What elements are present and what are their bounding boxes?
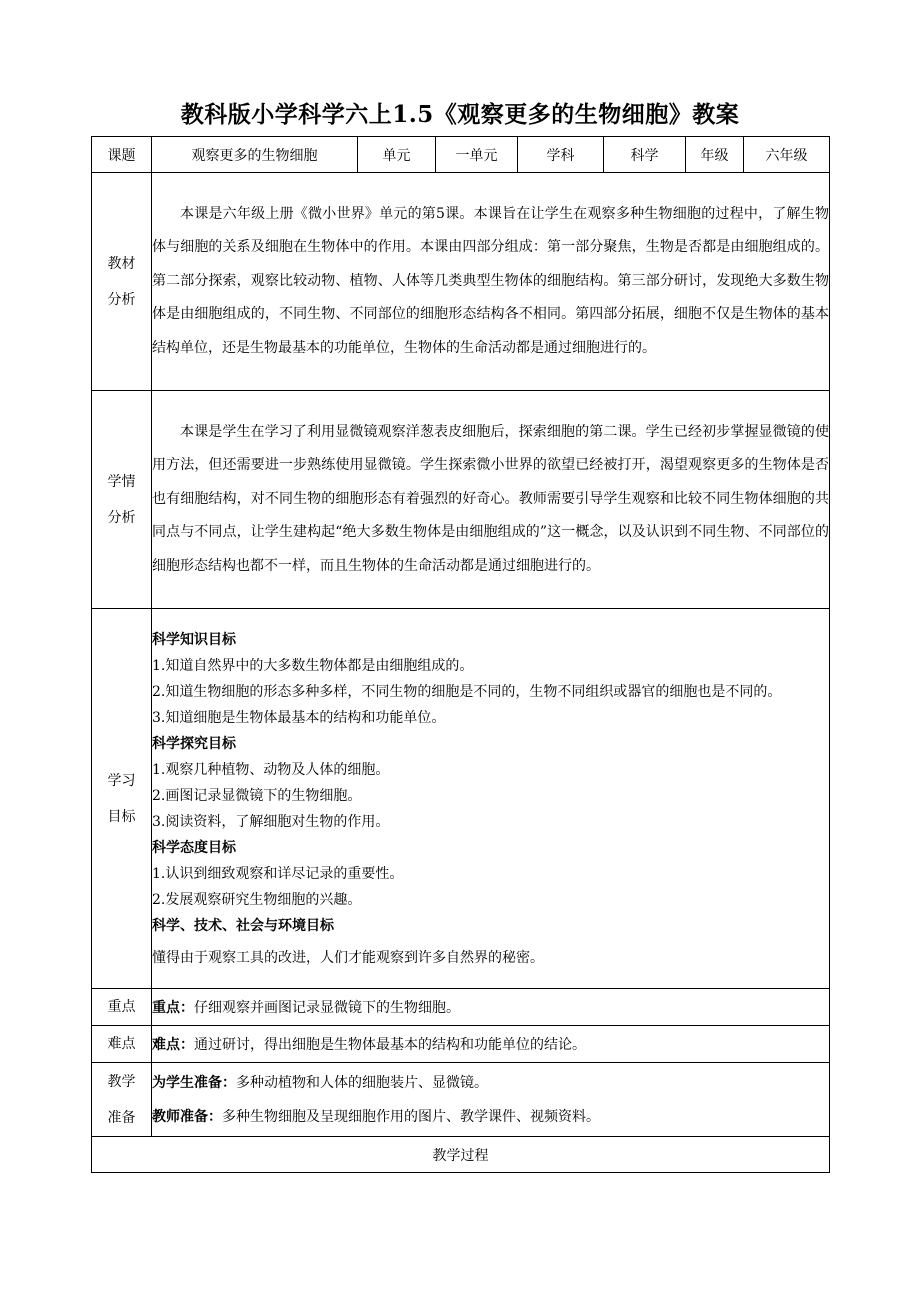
key-point-label: 重点: [92, 989, 152, 1026]
knowledge-goals-heading: 科学知识目标: [152, 631, 236, 648]
key-point-text: 仔细观察并画图记录显微镜下的生物细胞。: [194, 1000, 460, 1016]
learning-goals-label: 学习 目标: [92, 609, 152, 989]
header-row: [92, 137, 830, 173]
difficulty-text: 通过研讨，得出细胞是生物体最基本的结构和功能单位的结论。: [194, 1037, 586, 1053]
key-point-content: [152, 989, 830, 1026]
attitude-goals-heading: 科学态度目标: [152, 839, 236, 856]
preparation-row: [92, 1063, 830, 1137]
preparation-label: 教学 准备: [92, 1063, 152, 1137]
difficulty-label: 难点: [92, 1026, 152, 1063]
student-preparation-prefix: 为学生准备：: [152, 1074, 236, 1091]
stse-goals-heading: 科学、技术、社会与环境目标: [152, 917, 334, 934]
teaching-process-row: [92, 1137, 830, 1173]
grade-label: 年级: [686, 137, 744, 173]
subject-value: 科学: [604, 137, 686, 173]
teacher-preparation-prefix: 教师准备：: [152, 1108, 222, 1125]
goal-item: 1.认识到细致观察和详尽记录的重要性。: [152, 865, 404, 882]
difficulty-prefix: 难点：: [152, 1037, 194, 1053]
goal-item: 懂得由于观察工具的改进，人们才能观察到许多自然界的秘密。: [152, 949, 544, 966]
teaching-process-heading: 教学过程: [92, 1137, 830, 1173]
learning-goals-row: [92, 609, 830, 989]
lesson-plan-table: [91, 136, 830, 1173]
teacher-preparation-text: 多种生物细胞及呈现细胞作用的图片、教学课件、视频资料。: [222, 1108, 600, 1125]
goal-item: 2.发展观察研究生物细胞的兴趣。: [152, 891, 362, 908]
student-analysis-label: 学情 分析: [92, 391, 152, 609]
topic-label: 课题: [92, 137, 152, 173]
inquiry-goals-heading: 科学探究目标: [152, 735, 236, 752]
key-point-prefix: 重点：: [152, 1000, 194, 1016]
key-point-row: [92, 989, 830, 1026]
goal-item: 3.知道细胞是生物体最基本的结构和功能单位。: [152, 709, 446, 726]
learning-goals-content: [152, 609, 830, 989]
student-analysis-text: 本课是学生在学习了利用显微镜观察洋葱表皮细胞后，探索细胞的第二课。学生已经初步掌握显微镜的使用方法，但还需要进一步熟练使用显微镜。学生探索微小世界的欲望已经被打开，渴望观察更多的生物体是否也有细胞结构，对不同生物的细胞形态有着强烈的好奇心。教师需要引导学生观察和比较不同生物体细胞的共同点与不同点，让学生建构起“绝大多数生物体是由细胞组成的”这一概念，以及认识到不同生物、不同部位的细胞形态结构也都不一样，而且生物体的生命活动都是通过细胞进行的。: [152, 391, 830, 609]
document-title: 教科版小学科学六上1.5《观察更多的生物细胞》教案: [180, 101, 740, 128]
grade-value: 六年级: [744, 137, 830, 173]
subject-label: 学科: [518, 137, 604, 173]
material-analysis-row: [92, 173, 830, 391]
goal-item: 2.画图记录显微镜下的生物细胞。: [152, 787, 362, 804]
difficulty-row: [92, 1026, 830, 1063]
teacher-preparation: [152, 1100, 829, 1134]
unit-value: 一单元: [436, 137, 518, 173]
topic-value: 观察更多的生物细胞: [152, 137, 358, 173]
student-preparation-text: 多种动植物和人体的细胞装片、显微镜。: [236, 1074, 488, 1091]
material-analysis-label: 教材 分析: [92, 173, 152, 391]
student-preparation: [152, 1066, 829, 1100]
goal-item: 1.知道自然界中的大多数生物体都是由细胞组成的。: [152, 657, 474, 674]
unit-label: 单元: [358, 137, 436, 173]
material-analysis-text: 本课是六年级上册《微小世界》单元的第5课。本课旨在让学生在观察多种生物细胞的过程中，了解生物体与细胞的关系及细胞在生物体中的作用。本课由四部分组成：第一部分聚焦，生物是否都是由细胞组成的。第二部分探索，观察比较动物、植物、人体等几类典型生物体的细胞结构。第三部分研讨，发现绝大多数生物体是由细胞组成的，不同生物、不同部位的细胞形态结构各不相同。第四部分拓展，细胞不仅是生物体的基本结构单位，还是生物最基本的功能单位，生物体的生命活动都是通过细胞进行的。: [152, 173, 830, 391]
goal-item: 3.阅读资料，了解细胞对生物的作用。: [152, 813, 390, 830]
preparation-content: [152, 1063, 830, 1137]
goal-item: 1.观察几种植物、动物及人体的细胞。: [152, 761, 390, 778]
difficulty-content: [152, 1026, 830, 1063]
student-analysis-row: [92, 391, 830, 609]
goal-item: 2.知道生物细胞的形态多种多样，不同生物的细胞是不同的，生物不同组织或器官的细胞也是不同的。: [152, 683, 782, 700]
